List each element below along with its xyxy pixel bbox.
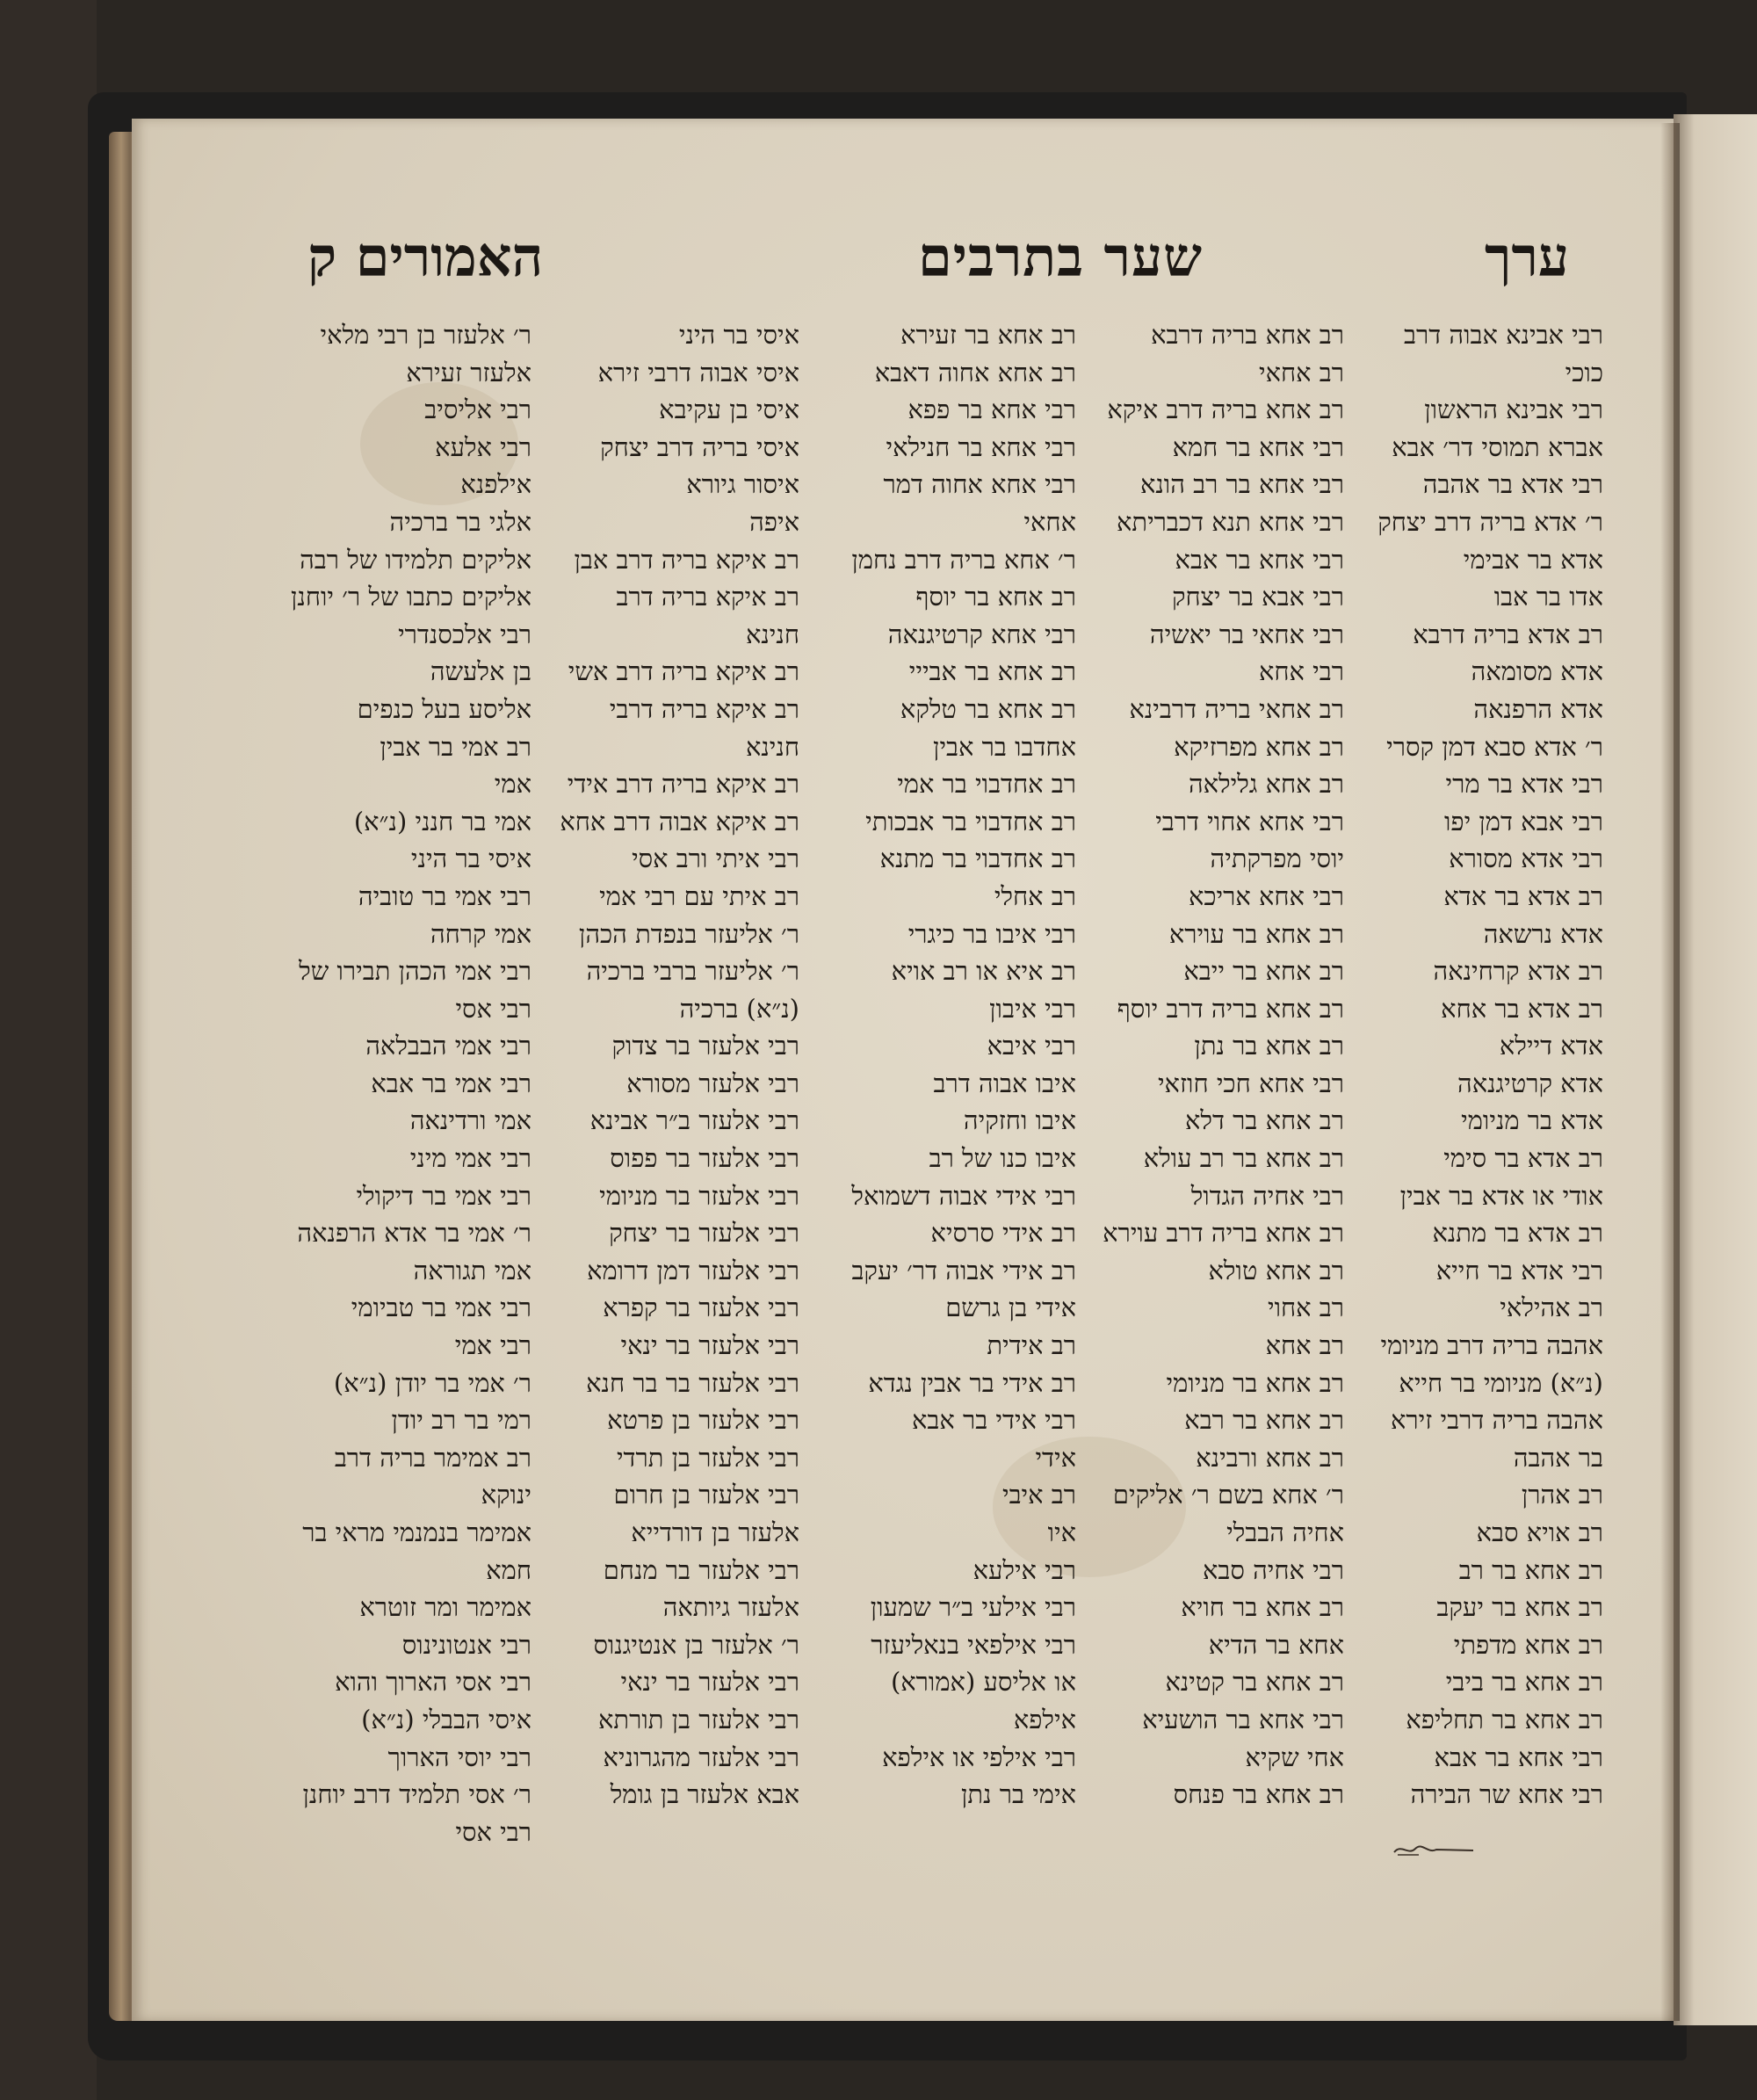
- text-line: איבו אבוה דרב: [933, 1068, 1076, 1098]
- text-line: רבי אילפי או אילפא: [882, 1742, 1076, 1772]
- text-line: אברא תמוסי דר׳ אבא: [1392, 431, 1603, 462]
- text-line: רבי אמי הכהן תבירו של: [299, 956, 531, 987]
- text-line: אחיה הבבלי: [1226, 1517, 1344, 1547]
- text-line: רבי אחא בר הושעיא: [1142, 1704, 1344, 1734]
- text-line: רבי אסי הארוך והוא: [335, 1667, 531, 1698]
- text-line: רב אויא סבא: [1476, 1517, 1603, 1547]
- text-line: רב אידי בר אבין נגדא: [868, 1367, 1076, 1398]
- text-line: רבי אחא בר חנילאי: [886, 431, 1076, 462]
- text-line: רב אחא בר ביבי: [1445, 1667, 1603, 1698]
- text-line: רבי אמי בר אבא: [371, 1068, 531, 1098]
- text-line: רבי אלעזר בר צדוק: [611, 1031, 799, 1061]
- text-line: רב אחא בר רב: [1458, 1554, 1603, 1585]
- text-line: רב איא או רב אויא: [891, 956, 1076, 987]
- text-line: רבי אדא בר חייא: [1435, 1255, 1603, 1285]
- text-line: רב אחא טולא: [1208, 1255, 1344, 1285]
- text-line: רבי אחא בר חמא: [1172, 431, 1344, 462]
- text-line: רבי אמי: [454, 1330, 531, 1361]
- text-line: ר׳ אלעזר בן רבי מלאי: [320, 320, 531, 350]
- text-line: רב איקא בריה דרב אשי: [568, 656, 799, 687]
- text-line: אמימר בנמנמי מראי בר: [302, 1517, 531, 1547]
- text-line: רבי אחא בר רב הונא: [1139, 469, 1344, 500]
- text-line: אמימר ומר זוטרא: [359, 1592, 531, 1623]
- text-line: רבי איתי ורב אסי: [632, 844, 799, 874]
- text-line: אדא קרטיגנאה: [1457, 1068, 1603, 1098]
- text-line: רבי אלעזר בר ינאי: [620, 1667, 799, 1698]
- text-line: רבי אסי: [455, 1816, 531, 1847]
- text-line: אמי קרחה: [430, 918, 531, 949]
- text-line: רב אמי בר אבין: [380, 731, 531, 762]
- text-line: רב אחא ורבינא: [1196, 1442, 1344, 1473]
- text-line: יוסי מפרקתיה: [1210, 844, 1344, 874]
- text-line: איסי בר היני: [678, 320, 799, 350]
- text-line: רב אידית: [987, 1330, 1076, 1361]
- text-line: רבי יוסי הארוך: [387, 1742, 531, 1772]
- text-line: אבא אלעזר בן גומל: [610, 1779, 799, 1810]
- text-line: רבי אחא אריכא: [1188, 880, 1344, 911]
- text-line: רבי אלעזר בר מנחם: [603, 1554, 799, 1585]
- text-line: ר׳ אדא בריה דרב יצחק: [1377, 506, 1603, 537]
- text-line: (נ״א) ברכיה: [679, 993, 799, 1024]
- text-line: רב אחא מדפתי: [1453, 1629, 1603, 1660]
- text-line: אלעזר גיותאה: [662, 1592, 799, 1623]
- background-left: [0, 0, 97, 2100]
- text-line: רב אחא בריה דרב עוירא: [1103, 1218, 1344, 1249]
- text-line: רבי אבא בר יצחק: [1172, 582, 1344, 612]
- text-line: רבי אחא אחוי דרבי: [1155, 806, 1344, 836]
- text-line: אידי: [1035, 1442, 1076, 1473]
- text-line: רבי אנטונינוס: [401, 1629, 531, 1660]
- text-line: רב אחדבוי בר מתנא: [879, 844, 1076, 874]
- text-line: רבי אילעי ב״ר שמעון: [870, 1592, 1076, 1623]
- text-line: רב אחא: [1265, 1330, 1344, 1361]
- text-line: רב אדא בר אחא: [1441, 993, 1603, 1024]
- text-line: אדא מסומאה: [1471, 656, 1603, 687]
- text-line: רב אחא בר מניומי: [1166, 1367, 1344, 1398]
- text-line: רבי אחא שר הבירה: [1410, 1779, 1603, 1810]
- text-line: רבי אבא דמן יפו: [1443, 806, 1603, 836]
- text-line: רב אחא בר תחליפא: [1406, 1704, 1603, 1734]
- text-line: אהבה בריה דרבי זירא: [1390, 1405, 1603, 1436]
- text-line: רבי אלעזר בן תורתא: [598, 1704, 799, 1734]
- text-line: אחדבו בר אבין: [933, 731, 1076, 762]
- text-line: איסי בר היני: [410, 844, 531, 874]
- text-line: אלעזר זעירא: [406, 357, 531, 387]
- text-line: רבי אבינא הראשון: [1424, 395, 1603, 425]
- text-line: רבי אלעא: [435, 431, 531, 462]
- text-line: רבי אלכסנדרי: [398, 619, 531, 649]
- text-line: רב אחא בר אבייי: [908, 656, 1076, 687]
- text-line: רב איקא בריה דרב אבן: [574, 544, 799, 575]
- text-line: רב אחדבוי בר אמי: [897, 769, 1076, 800]
- text-line: אידי בן גרשם: [945, 1293, 1076, 1323]
- text-line: אמי בר חנני (נ״א): [353, 806, 531, 836]
- text-line: איבו כנו של רב: [929, 1143, 1076, 1174]
- text-line: רב אחא בריה דרב איקא: [1107, 395, 1344, 425]
- text-line: איבו וחזקיה: [963, 1105, 1076, 1136]
- text-line: רבי אלעזר בר מניומי: [599, 1180, 799, 1211]
- text-column-4: [536, 316, 799, 1814]
- text-line: רבי אלעזר מהגרוניא: [603, 1742, 799, 1772]
- text-line: רבי אלעזר בר פפוס: [610, 1143, 799, 1174]
- text-line: רבי אחא בר אבא: [1175, 544, 1344, 575]
- text-line: (נ״א) מניומי בר חייא: [1399, 1367, 1603, 1398]
- text-line: רבי אחא: [1258, 656, 1344, 687]
- text-line: איסי בן עקיבא: [659, 395, 799, 425]
- text-line: חמא: [486, 1554, 531, 1585]
- text-line: ר׳ אליעזר ברבי ברכיה: [586, 956, 799, 987]
- text-line: רבי אחא קרטיגנאה: [887, 619, 1076, 649]
- text-line: רבי אלעזר דמן דרומא: [587, 1255, 799, 1285]
- text-line: רבי אדא בר מרי: [1445, 769, 1603, 800]
- text-line: רב אחא אחוה דאבא: [874, 357, 1076, 387]
- text-line: איסי אבוה דרבי זירא: [597, 357, 799, 387]
- text-line: רב אחלי: [994, 880, 1076, 911]
- text-line: רבי אלעזר בר בר חנא: [586, 1367, 799, 1398]
- text-line: רבי אלעזר בר קפרא: [603, 1293, 799, 1323]
- text-line: רבי אחיה הגדול: [1190, 1180, 1344, 1211]
- text-line: בר אהבה: [1513, 1442, 1603, 1473]
- text-line: רב אהילאי: [1500, 1293, 1603, 1323]
- text-line: רבי אלעזר בר ינאי: [620, 1330, 799, 1361]
- text-line: איו: [1047, 1517, 1076, 1547]
- text-line: רבי אלעזר מסורא: [626, 1068, 799, 1098]
- text-line: רב אחא בריה דרב יוסף: [1117, 993, 1344, 1024]
- text-line: ר׳ אחא בשם ר׳ אליקים: [1112, 1480, 1344, 1510]
- text-line: רבי אדא מסורא: [1449, 844, 1603, 874]
- text-line: רב אהרן: [1521, 1480, 1603, 1510]
- text-line: רב איקא בריה דרב אידי: [567, 769, 799, 800]
- text-line: אילפא: [1013, 1704, 1076, 1734]
- running-header-right: ערך: [1485, 225, 1569, 289]
- text-line: רב איקא בריה דרבי: [609, 693, 799, 724]
- text-line: ר׳ אמי בר יודן (נ״א): [333, 1367, 531, 1398]
- text-line: רב אחא בר עוירא: [1168, 918, 1344, 949]
- text-line: אדא דיילא: [1499, 1031, 1603, 1061]
- text-line: ינוקא: [481, 1480, 531, 1510]
- text-line: אמי: [494, 769, 531, 800]
- facing-page: [1674, 114, 1757, 2025]
- text-line: רבי אמי בר טביומי: [351, 1293, 531, 1323]
- text-line: רב אחא בר יוסף: [915, 582, 1076, 612]
- text-line: חנינא: [745, 731, 799, 762]
- text-line: רב אחדבוי בר אבכותי: [865, 806, 1076, 836]
- text-line: אודי או אדא בר אבין: [1399, 1180, 1603, 1211]
- text-line: רב אחאי: [1258, 357, 1344, 387]
- text-line: רבי אידי אבוה דשמואל: [851, 1180, 1076, 1211]
- running-header-center: שער בתרבים: [918, 225, 1203, 289]
- text-line: רב אחא בר רבא: [1184, 1405, 1344, 1436]
- text-line: אלעזר בן דורדייא: [631, 1517, 799, 1547]
- text-line: רב איקא בריה דרב: [616, 582, 799, 612]
- text-line: רב אחא בר קטינא: [1165, 1667, 1344, 1698]
- text-line: רב אחא גלילאה: [1188, 769, 1344, 800]
- text-line: רבי אמי מיני: [409, 1143, 531, 1174]
- text-line: רבי אידי בר אבא: [911, 1405, 1076, 1436]
- text-line: ר׳ אליעזר בנפדת הכהן: [578, 918, 799, 949]
- text-line: רבי אחאי בר יאשיה: [1149, 619, 1344, 649]
- text-line: רבי אלעזר בן חרום: [613, 1480, 799, 1510]
- text-line: רב אחא בר ייבא: [1183, 956, 1344, 987]
- text-line: רבי איבו בר כיגרי: [907, 918, 1076, 949]
- text-line: רבי אחא בר אבא: [1434, 1742, 1603, 1772]
- text-line: רבי אליסיב: [424, 395, 531, 425]
- text-line: רבי איבא: [987, 1031, 1076, 1061]
- text-line: איסי הבבלי (נ״א): [361, 1704, 531, 1734]
- text-line: אליסע בעל כנפים: [357, 693, 531, 724]
- text-line: רבי אמי בר דיקולי: [356, 1180, 531, 1211]
- text-line: ר׳ אלעזר בן אנטיגנוס: [593, 1629, 799, 1660]
- text-line: רבי אבינא אבוה דרב: [1404, 320, 1603, 350]
- text-line: רב אחאי בריה דרבינא: [1129, 693, 1344, 724]
- text-line: רמי בר רב יודן: [391, 1405, 531, 1436]
- text-line: ר׳ אמי בר אדא הרפנאה: [297, 1218, 531, 1249]
- text-line: אדא בר אבימי: [1463, 544, 1603, 575]
- text-line: או אליסע (אמורא): [890, 1667, 1076, 1698]
- text-line: אילפנא: [460, 469, 531, 500]
- text-line: רבי אלעזר בן פרטא: [607, 1405, 799, 1436]
- page-gutter: [1660, 123, 1680, 2021]
- text-line: רבי אמי הבבלאה: [365, 1031, 531, 1061]
- text-line: רב איקא אבוה דרב אחא: [560, 806, 799, 836]
- text-line: חנינא: [745, 619, 799, 649]
- text-line: רב אמימר בריה דרב: [334, 1442, 531, 1473]
- text-line: רב אדא קרחינאה: [1433, 956, 1603, 987]
- text-line: איפה: [749, 506, 799, 537]
- text-line: ר׳ אדא סבא דמן קסרי: [1386, 731, 1603, 762]
- text-line: רב אחא בר זעירא: [900, 320, 1076, 350]
- text-line: רבי אילעא: [972, 1554, 1076, 1585]
- text-line: רבי אחא תנא דכבריתא: [1116, 506, 1344, 537]
- text-line: רבי אמי בר טוביה: [358, 880, 531, 911]
- text-line: אחאי: [1023, 506, 1076, 537]
- text-line: ר׳ אסי תלמיד דרב יוחנן: [302, 1779, 531, 1810]
- text-line: רב אחא בר רב עולא: [1143, 1143, 1344, 1174]
- text-line: רבי אחא אחוה דמר: [883, 469, 1076, 500]
- text-line: ר׳ אחא בריה דרב נחמן: [851, 544, 1076, 575]
- text-column-1: [1357, 316, 1603, 1814]
- text-line: רב אחא בר נתן: [1194, 1031, 1344, 1061]
- text-line: רבי אחא בר פפא: [907, 395, 1076, 425]
- text-line: אליקים תלמידו של רבה: [300, 544, 531, 575]
- text-line: רב אחא בר יעקב: [1436, 1592, 1603, 1623]
- text-line: רב אידי סרסיא: [930, 1218, 1076, 1249]
- running-header-left: האמורים ק: [307, 225, 544, 289]
- text-line: אחי שקיא: [1245, 1742, 1344, 1772]
- text-line: רבי אדא בר אהבה: [1422, 469, 1603, 500]
- text-line: איסור גיורא: [686, 469, 799, 500]
- text-line: רבי אלעזר בר יצחק: [609, 1218, 799, 1249]
- text-line: אדא נרשאה: [1483, 918, 1603, 949]
- text-line: אמי תגוראה: [413, 1255, 531, 1285]
- text-line: רב איתי עם רבי אמי: [599, 880, 799, 911]
- text-line: רב אחא בריה דרבא: [1151, 320, 1344, 350]
- text-column-5: [268, 316, 531, 1850]
- text-line: רב אדא בריה דרבא: [1413, 619, 1603, 649]
- text-line: אלגי בר ברכיה: [389, 506, 531, 537]
- text-column-2: [1094, 316, 1344, 1814]
- text-line: רב אחא מפרזיקא: [1174, 731, 1344, 762]
- text-line: איסי בריה דרב יצחק: [600, 431, 799, 462]
- text-line: אמי ורדינאה: [409, 1105, 531, 1136]
- text-line: אדו בר אבו: [1493, 582, 1603, 612]
- text-line: אדא בר מניומי: [1461, 1105, 1603, 1136]
- text-line: רב אדא בר סימי: [1443, 1143, 1603, 1174]
- text-line: רבי אלעזר בן תרדי: [616, 1442, 799, 1473]
- text-line: כוכי: [1565, 357, 1603, 387]
- text-line: רב אדא בר אדא: [1443, 880, 1603, 911]
- text-line: אדא הרפנאה: [1473, 693, 1603, 724]
- text-line: רבי אלעזר ב״ר אבינא: [589, 1105, 799, 1136]
- text-line: רבי אחא חכי חוזאי: [1157, 1068, 1344, 1098]
- text-line: רבי אילפאי בנאליעזר: [871, 1629, 1076, 1660]
- text-line: רב איבי: [1001, 1480, 1076, 1510]
- printer-mark: [1392, 1842, 1476, 1857]
- text-line: רבי אסי: [455, 993, 531, 1024]
- text-line: רב אדא בר מתנא: [1432, 1218, 1603, 1249]
- text-line: רב אידי אבוה דר׳ יעקב: [851, 1255, 1076, 1285]
- text-line: רב אחא בר חויא: [1181, 1592, 1344, 1623]
- text-column-3: [813, 316, 1076, 1814]
- text-line: רבי אחיה סבא: [1203, 1554, 1344, 1585]
- text-line: רבי איבון: [989, 993, 1076, 1024]
- text-line: בן אלעשה: [430, 656, 531, 687]
- text-line: רב אחא בר פנחס: [1173, 1779, 1344, 1810]
- text-line: אחא בר הדיא: [1208, 1629, 1344, 1660]
- text-line: אימי בר נתן: [961, 1779, 1076, 1810]
- text-line: רב אחא בר דלא: [1185, 1105, 1344, 1136]
- text-line: רב אחוי: [1267, 1293, 1344, 1323]
- text-line: רב אחא בר טלקא: [900, 693, 1076, 724]
- text-line: אהבה בריה דרב מניומי: [1380, 1330, 1603, 1361]
- text-line: אליקים כתבו של ר׳ יוחנן: [291, 582, 531, 612]
